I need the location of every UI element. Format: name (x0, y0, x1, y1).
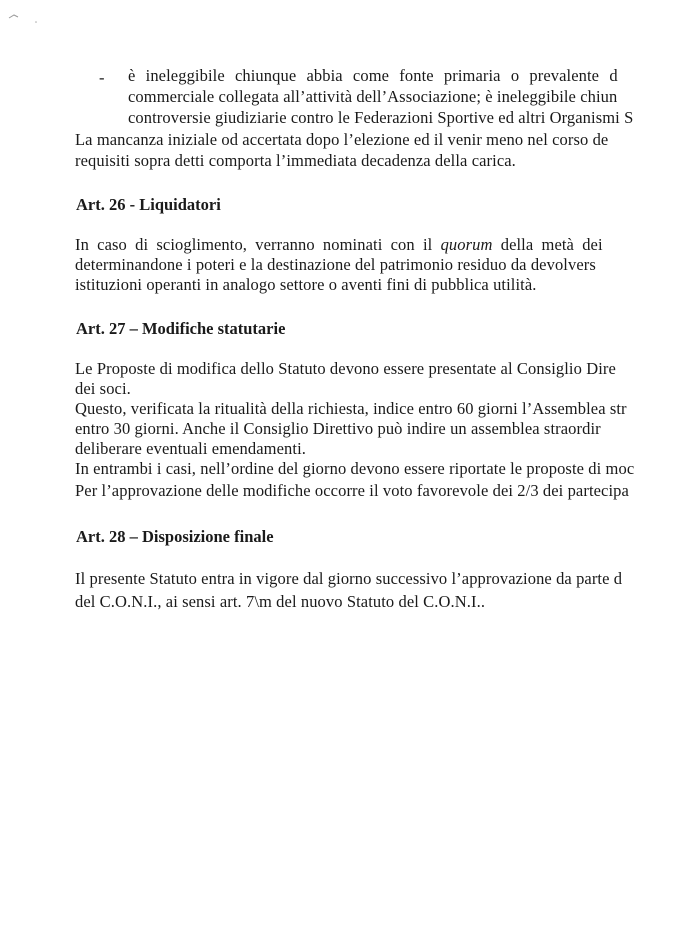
art26-line-1-end: della metà dei (492, 235, 603, 254)
art26-line-1-start: In caso di scioglimento, verranno nominati con il (75, 235, 441, 254)
art27-heading: Art. 27 – Modifiche statutarie (76, 319, 286, 338)
bullet-line-1: è ineleggibile chiunque abbia come fonte primaria o prevalente d (128, 66, 618, 85)
bullet-marker: - (99, 68, 105, 87)
art27-line-2: dei soci. (75, 379, 131, 398)
art27-line-5: deliberare eventuali emendamenti. (75, 439, 306, 458)
decadenza-line-2: requisiti sopra detti comporta l’immediata decadenza della carica. (75, 151, 516, 170)
art27-line-1: Le Proposte di modifica dello Statuto devono essere presentate al Consiglio Dire (75, 359, 616, 378)
art28-line-1: Il presente Statuto entra in vigore dal giorno successivo l’approvazione da parte d (75, 569, 623, 588)
art28-line-2: del C.O.N.I., ai sensi art. 7\m del nuovo Statuto del C.O.N.I.. (75, 592, 486, 611)
art26-line-3: istituzioni operanti in analogo settore o aventi fini di pubblica utilità. (75, 275, 537, 294)
quorum-italic: quorum (440, 235, 493, 254)
art27-line-3: Questo, verificata la ritualità della richiesta, indice entro 60 giorni l’Assemblea str (75, 399, 627, 418)
art26-line-1 (75, 235, 603, 255)
art27-line-6: In entrambi i casi, nell’ordine del giorno devono essere riportate le proposte di moc (75, 459, 635, 478)
art28-heading: Art. 28 – Disposizione finale (76, 527, 274, 546)
art26-line-2: determinandone i poteri e la destinazione del patrimonio residuo da devolvers (75, 255, 596, 274)
scan-speck-mark (6, 6, 46, 28)
bullet-line-3: controversie giudiziarie contro le Federazioni Sportive ed altri Organismi S (128, 108, 634, 127)
art27-line-4: entro 30 giorni. Anche il Consiglio Direttivo può indire un assemblea straordir (75, 419, 601, 438)
art26-heading: Art. 26 - Liquidatori (76, 195, 221, 214)
decadenza-line-1: La mancanza iniziale od accertata dopo l’elezione ed il venir meno nel corso de (75, 130, 609, 149)
bullet-line-2: commerciale collegata all’attività dell’Associazione; è ineleggibile chiun (128, 87, 618, 106)
art27-line-7: Per l’approvazione delle modifiche occorre il voto favorevole dei 2/3 dei partecipa (75, 481, 629, 500)
